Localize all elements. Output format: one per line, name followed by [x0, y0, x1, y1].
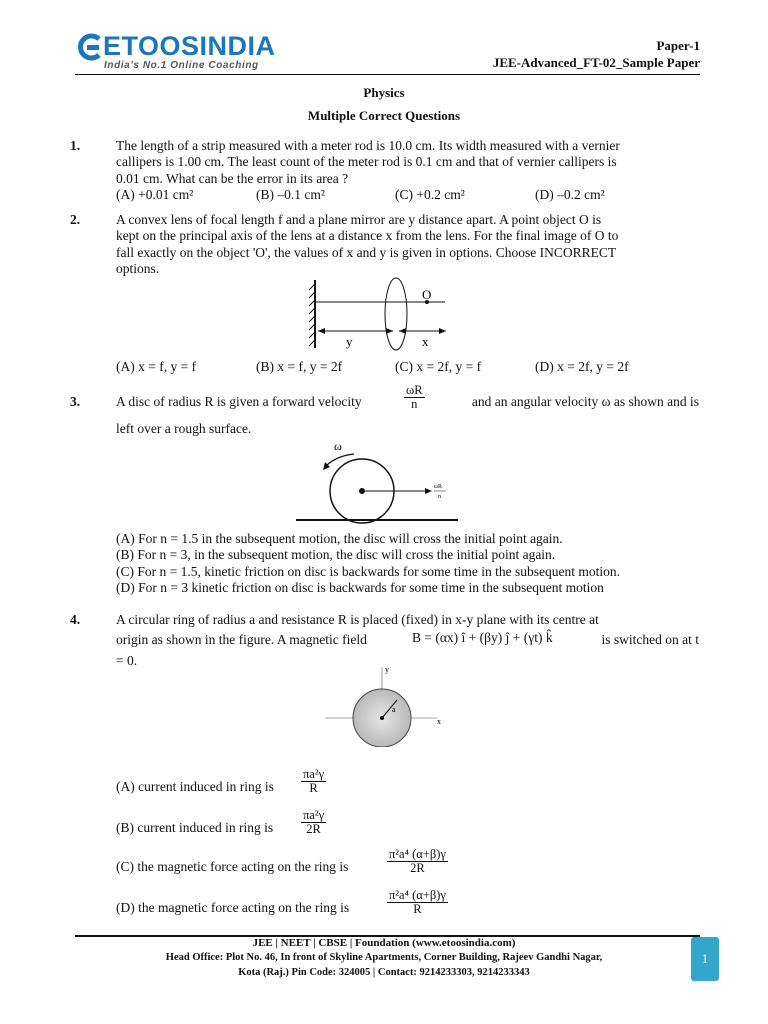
q2-line: options. [116, 261, 160, 277]
lens-mirror-figure [300, 276, 460, 356]
ring-figure [325, 662, 450, 747]
option-a-fraction [301, 768, 326, 795]
question-number: 1. [70, 138, 81, 153]
question-2-text [116, 212, 699, 278]
fraction-denominator: R [309, 781, 318, 795]
fraction-denominator: R [413, 902, 422, 916]
option-c[interactable]: (C) +0.2 cm² [395, 187, 465, 202]
fraction-denominator: 2R [410, 861, 425, 875]
disc-figure [296, 436, 461, 526]
q2-line: kept on the principal axis of the lens at a distance x from the lens. For the final image of O to [116, 228, 619, 244]
q3-text-b: and an angular velocity ω as shown and is [471, 394, 699, 409]
q3-text-line2: left over a rough surface. [116, 421, 252, 436]
fraction-numerator: ωR [406, 383, 423, 397]
option-b[interactable]: (B) current induced in ring is [116, 820, 274, 835]
question-number: 3. [70, 394, 81, 409]
footer-line-1: JEE | NEET | CBSE | Foundation (www.etoosindia.com) [252, 937, 516, 949]
page-number: 1 [691, 937, 719, 981]
option-a[interactable]: (A) For n = 1.5 in the subsequent motion, the disc will cross the initial point again. [116, 531, 563, 546]
omega-label: ω [334, 439, 342, 453]
logo-mark [75, 33, 105, 61]
subject-title: Physics [363, 85, 405, 100]
option-c[interactable]: (C) x = 2f, y = f [395, 359, 482, 374]
option-c[interactable]: (C) the magnetic force acting on the ring is [116, 859, 349, 874]
q2-line: fall exactly on the object 'O', the values of x and y is given in options. Choose INCORRECT [116, 244, 617, 260]
logo-tagline: India's No.1 Online Coaching [104, 60, 259, 71]
option-c[interactable]: (C) For n = 1.5, kinetic friction on disc is backwards for some time in the subsequent motion. [116, 563, 621, 579]
q4-line2a: origin as shown in the figure. A magnetic field [116, 632, 367, 647]
object-label: O [422, 287, 432, 302]
y-axis-label: y [385, 665, 389, 674]
radius-label: a [392, 705, 396, 714]
q2-line: A convex lens of focal length f and a plane mirror are y distance apart. A point object O is [116, 212, 602, 227]
option-a[interactable]: (A) +0.01 cm² [116, 187, 194, 202]
option-c-fraction [387, 848, 448, 875]
magnetic-field-expression: B = (αx) î + (βy) ĵ + (γt) k̂ [412, 630, 553, 645]
fraction-denominator: n [411, 397, 418, 411]
q4-line2b: is switched on at t [601, 632, 699, 647]
q1-line: The length of a strip measured with a meter rod is 10.0 cm. Its width measured with a vernier [116, 138, 620, 153]
question-number: 2. [70, 212, 81, 227]
footer-line-2: Head Office: Plot No. 46, In front of Skyline Apartments, Corner Building, Rajeev Gandhi Nagar, [165, 952, 603, 963]
question-number: 4. [70, 612, 81, 627]
option-d[interactable]: (D) x = 2f, y = 2f [535, 359, 629, 374]
option-b[interactable]: (B) For n = 3, in the subsequent motion, the disc will cross the initial point again. [116, 547, 556, 563]
option-d[interactable]: (D) For n = 3 kinetic friction on disc is backwards for some time in the subsequent motion [116, 579, 604, 595]
fraction-denominator: 2R [306, 822, 321, 836]
q1-line: 0.01 cm. What can be the error in its area ? [116, 170, 349, 186]
question-1-text [116, 138, 699, 187]
fraction-numerator: πa²γ [303, 767, 325, 781]
q4-line3: = 0. [116, 653, 138, 668]
q1-line: callipers is 1.00 cm. The least count of the meter rod is 0.1 cm and that of vernier callipers is [116, 154, 617, 170]
logo-wordmark: ETOOSINDIA [103, 31, 276, 61]
paper-title: JEE-Advanced_FT-02_Sample Paper [492, 55, 700, 70]
section-title: Multiple Correct Questions [307, 108, 461, 123]
option-b[interactable]: (B) –0.1 cm² [256, 187, 325, 202]
q3-options [116, 531, 620, 596]
option-a[interactable]: (A) current induced in ring is [116, 779, 274, 794]
x-axis-label: x [437, 717, 441, 726]
velocity-label-num: ωR [434, 484, 442, 490]
q3-text-a: A disc of radius R is given a forward velocity [116, 394, 362, 409]
paper-number: Paper-1 [656, 38, 700, 53]
velocity-label-den: n [438, 494, 441, 500]
q4-line1: A circular ring of radius a and resistance R is placed (fixed) in x-y plane with its centre at [116, 612, 599, 627]
option-b-fraction [301, 809, 326, 836]
fraction-numerator: π²a⁴ (α+β)γ [389, 847, 446, 861]
option-d[interactable]: (D) –0.2 cm² [535, 187, 605, 202]
footer-line-3: Kota (Raj.) Pin Code: 324005 | Contact: 9214233303, 9214233343 [238, 967, 530, 978]
header-divider [75, 74, 700, 75]
option-d[interactable]: (D) the magnetic force acting on the ring is [116, 900, 350, 915]
velocity-fraction [404, 384, 425, 411]
y-label: y [346, 334, 353, 349]
option-b[interactable]: (B) x = f, y = 2f [256, 359, 343, 374]
fraction-numerator: π²a⁴ (α+β)γ [389, 888, 446, 902]
fraction-numerator: πa²γ [303, 808, 325, 822]
option-a[interactable]: (A) x = f, y = f [116, 359, 197, 374]
option-d-fraction [387, 889, 448, 916]
x-label: x [422, 334, 429, 349]
